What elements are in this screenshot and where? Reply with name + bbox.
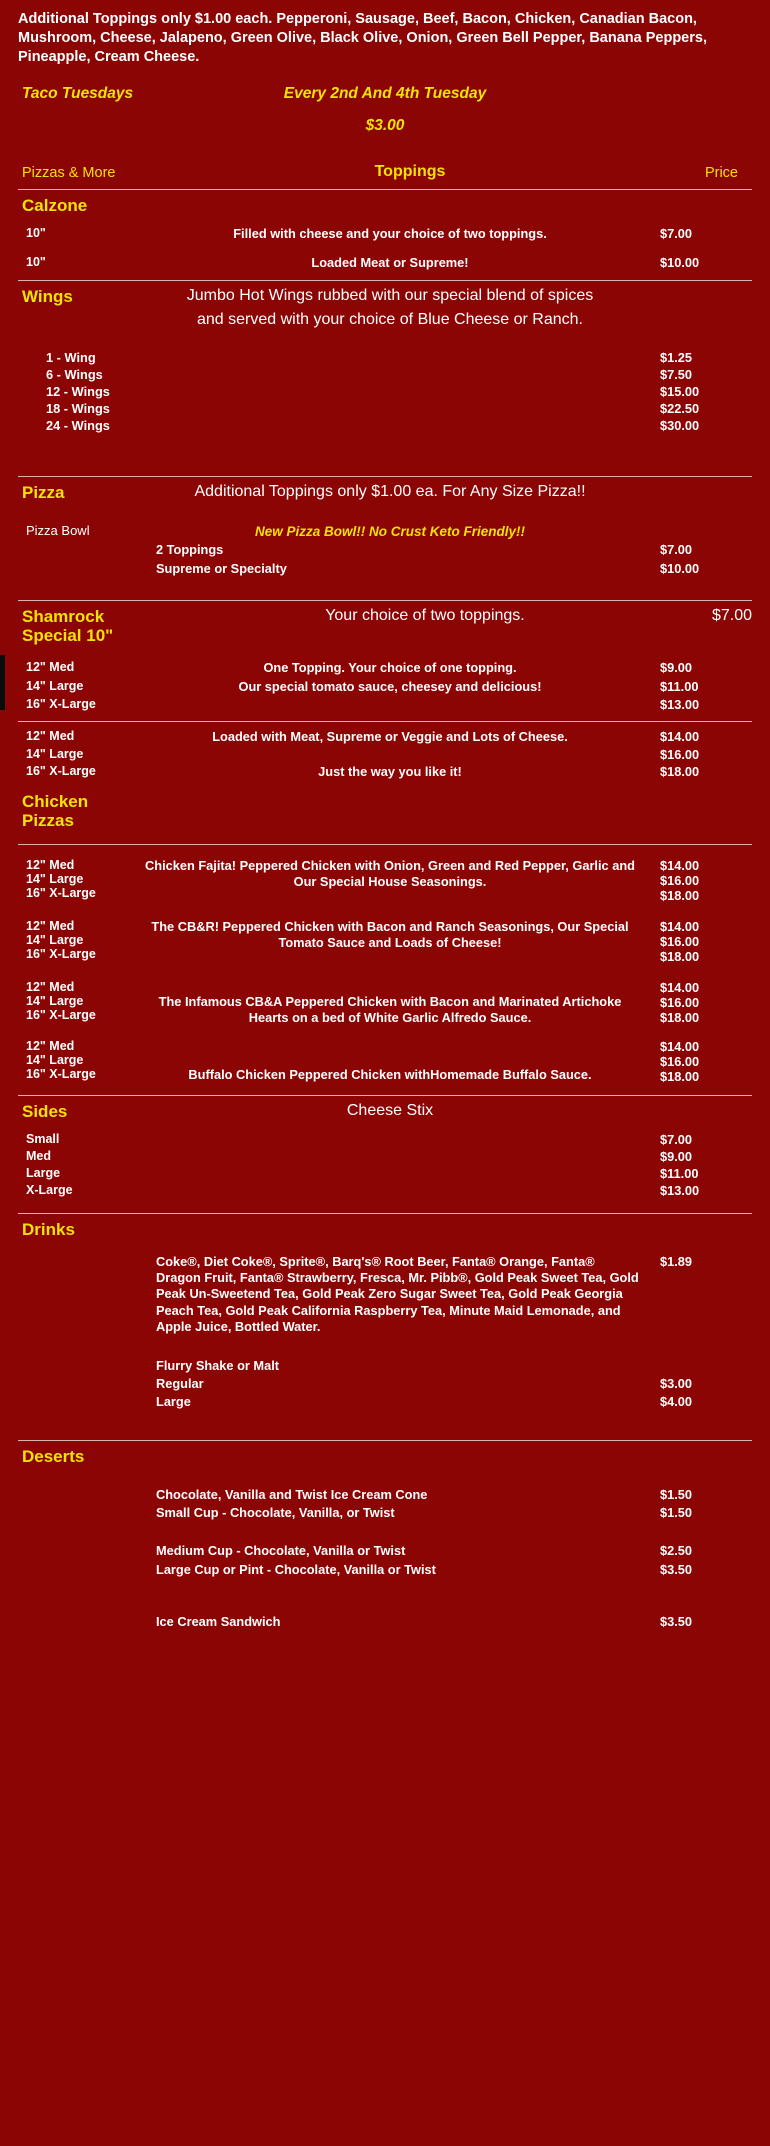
item-size: 16" X-Large [26,946,96,961]
item-size: 12" Med [26,660,75,675]
item-price: $7.00 [711,607,752,625]
item-price: $15.00 [660,384,700,400]
menu-row [18,857,752,904]
section-shamrock-special [18,601,752,722]
item-size: 12" Med [26,857,75,872]
menu-row [18,1486,752,1504]
item-size: Med [26,1148,51,1163]
item-description: Regular [156,1375,204,1391]
menu-row [18,1253,752,1337]
item-price: $1.50 [660,1505,693,1521]
group-description-2: Our special tomato sauce, cheesey and delicious! [238,678,542,694]
item-price: $3.50 [660,1561,693,1577]
item-price: $14.00 [660,857,700,873]
menu-row [18,383,752,400]
item-description: Loaded Meat or Supreme! [311,254,469,270]
wings-description-2: and served with your choice of Blue Cheese or Ranch. [197,311,583,329]
item-price: $7.50 [660,367,693,383]
menu-row [18,254,752,272]
group-description: The Infamous CB&A Peppered Chicken with Bacon and Marinated Artichoke Hearts on a bed of White Garlic Alfredo Sauce. [158,993,622,1026]
item-size: Large [26,1165,61,1180]
sides-heading: Cheese Stix [346,1101,434,1119]
menu-row [18,541,752,559]
menu-row [18,1393,752,1411]
additional-toppings-note: Additional Toppings only $1.00 each. Pepperoni, Sausage, Beef, Bacon, Chicken, Canadian Bacon, Mushroom, Cheese, Jalapeno, Green Olive, Black Olive, Onion, Green Bell Pepper, Banana Peppers, Pineapple, Cream Cheese. [18,11,707,66]
item-size: 14" Large [26,871,84,886]
item-size: 16" X-Large [26,697,96,712]
pizza-bowl-headline: New Pizza Bowl!! No Crust Keto Friendly!! [254,524,525,540]
item-price: $14.00 [660,918,700,934]
menu-row [18,979,752,1028]
item-size: 10" [26,254,46,269]
menu-row [18,678,752,696]
item-size: 12" Med [26,729,75,744]
item-description: Filled with cheese and your choice of two toppings. [233,226,547,242]
wing-count: 6 - Wings [46,367,103,383]
item-price: $18.00 [660,1068,700,1084]
wing-count: 24 - Wings [46,418,110,434]
item-price: $1.89 [660,1253,693,1269]
item-price: $30.00 [660,418,700,434]
item-price: $1.25 [660,350,693,366]
item-price: $1.50 [660,1486,693,1502]
menu-row [18,1613,752,1631]
item-price: $13.00 [660,697,700,713]
section-title-calzone: Calzone [22,196,88,216]
item-size: 14" Large [26,1052,84,1067]
item-price: $9.00 [660,660,693,676]
section-title-drinks: Drinks [22,1219,75,1239]
item-size: 16" X-Large [26,1007,96,1022]
item-size: 10" [26,226,46,241]
item-price: $22.50 [660,401,700,417]
group-description-1: One Topping. Your choice of one topping. [263,660,517,676]
section-title-pizza: Pizza [22,483,65,503]
promo-price: $3.00 [365,117,405,135]
item-size: 12" Med [26,979,75,994]
item-description: Supreme or Specialty [156,560,287,576]
column-header-right: Price [704,165,738,182]
section-deserts [18,1441,752,1640]
menu-row [18,918,752,965]
menu-row [18,1561,752,1579]
item-price: $14.00 [660,729,700,745]
item-price: $16.00 [660,933,700,949]
wing-count: 12 - Wings [46,384,110,400]
item-price: $7.00 [660,226,693,242]
item-size: X-Large [26,1182,73,1197]
section-title-shamrock: Shamrock Special 10" [22,607,114,646]
section-title-deserts: Deserts [22,1446,85,1466]
item-size: 14" Large [26,678,84,693]
menu-row [18,349,752,366]
section-title-sides: Sides [22,1101,68,1121]
pizza-toppings-note: Additional Toppings only $1.00 ea. For Any Size Pizza!! [194,483,586,501]
wing-count: 18 - Wings [46,401,110,417]
group-description-1: Loaded with Meat, Supreme or Veggie and Lots of Cheese. [212,729,568,745]
pizza-bowl-label: Pizza Bowl [26,523,90,539]
menu-row [18,696,752,713]
menu-row [18,417,752,434]
menu-row [18,1148,752,1165]
section-title-chicken-pizzas: Chicken Pizzas [22,791,89,830]
section-drinks [18,1214,752,1441]
section-wings [18,281,752,477]
menu-row [18,522,752,541]
column-header-row [18,157,752,190]
promo-title: Taco Tuesdays [22,85,134,103]
item-price: $3.00 [660,1375,693,1391]
menu-row [18,366,752,383]
item-price: $13.00 [660,1182,700,1198]
item-price: $10.00 [660,254,700,270]
item-price: $16.00 [660,747,700,763]
item-price: $16.00 [660,872,700,888]
item-price: $18.00 [660,948,700,964]
item-size: 14" Large [26,993,84,1008]
item-price: $16.00 [660,1053,700,1069]
section-pizza [18,477,752,601]
item-description: Large Cup or Pint - Chocolate, Vanilla or Twist [156,1561,436,1577]
item-price: $7.00 [660,542,693,558]
group-description: Chicken Fajita! Peppered Chicken with Onion, Green and Red Pepper, Garlic and Our Special House Seasonings. [145,857,635,890]
item-price: $11.00 [660,1165,699,1181]
menu-row [18,1542,752,1560]
item-size: 12" Med [26,918,75,933]
drinks-list: Coke®, Diet Coke®, Sprite®, Barq's® Root Beer, Fanta® Orange, Fanta® Dragon Fruit, Fanta® Strawberry, Fresca, Mr. Pibb®, Gold Peak Sweet Tea, Gold Peak Un-Sweetend Tea, Gold Peak Zero Sugar Sweet Tea, Gold Peak Georgia Peach Tea, Gold Peak California Raspberry Tea, Minute Maid Lemonade, and Apple Juice, Bottled Water. [156,1253,639,1335]
item-size: 16" X-Large [26,764,96,779]
item-size: Small [26,1131,60,1146]
section-sides [18,1096,752,1214]
item-size: 12" Med [26,1038,75,1053]
promo-when: Every 2nd And 4th Tuesday [283,85,487,103]
item-description: Medium Cup - Chocolate, Vanilla or Twist [156,1543,406,1559]
menu-row [18,1375,752,1393]
section-calzone [18,190,752,281]
column-header-left: Pizzas & More [22,165,116,182]
item-price: $4.00 [660,1394,693,1410]
menu-row [18,1165,752,1182]
wings-description-1: Jumbo Hot Wings rubbed with our special blend of spices [186,287,594,305]
section-chicken-fajita [18,845,752,1096]
item-price: $18.00 [660,1009,700,1025]
wing-count: 1 - Wing [46,350,96,366]
menu-row [18,400,752,417]
menu-row [18,1182,752,1199]
menu-row [18,225,752,243]
group-description-2: Just the way you like it! [318,764,462,780]
item-price: $10.00 [660,560,700,576]
menu-row [18,746,752,763]
menu-row [18,728,752,746]
item-price: $18.00 [660,764,700,780]
item-price: $18.00 [660,887,700,903]
group-description: The CB&R! Peppered Chicken with Bacon and Ranch Seasonings, Our Special Tomato Sauce and Loads of Cheese! [151,918,629,951]
group-description: Buffalo Chicken Peppered Chicken withHomemade Buffalo Sauce. [188,1066,592,1082]
item-price: $16.00 [660,994,700,1010]
shamrock-description: Your choice of two toppings. [325,607,525,625]
page-edge-artifact [0,655,5,710]
item-price: $11.00 [660,678,699,694]
item-description: Ice Cream Sandwich [156,1614,281,1630]
menu-row [18,659,752,677]
item-description: Large [156,1394,191,1410]
item-description: Small Cup - Chocolate, Vanilla, or Twist [156,1505,395,1521]
menu-row [18,560,752,578]
menu-row [18,1131,752,1148]
column-header-middle: Toppings [374,163,446,181]
shake-label: Flurry Shake or Malt [156,1357,280,1373]
item-price: $3.50 [660,1614,693,1630]
item-size: 14" Large [26,932,84,947]
item-size: 14" Large [26,747,84,762]
item-description: 2 Toppings [156,542,224,558]
menu-row [18,763,752,781]
item-price: $2.50 [660,1543,693,1559]
section-title-wings: Wings [22,287,73,307]
menu-row [18,1357,752,1375]
item-price: $14.00 [660,1038,700,1054]
menu-row [18,1038,752,1085]
item-description: Chocolate, Vanilla and Twist Ice Cream Cone [156,1486,428,1502]
section-shamrock-loaded [18,722,752,845]
taco-tuesday-promo [18,85,752,143]
item-size: 16" X-Large [26,885,96,900]
menu-row [18,1504,752,1522]
item-price: $7.00 [660,1131,693,1147]
item-size: 16" X-Large [26,1066,96,1081]
item-price: $14.00 [660,979,700,995]
item-price: $9.00 [660,1148,693,1164]
